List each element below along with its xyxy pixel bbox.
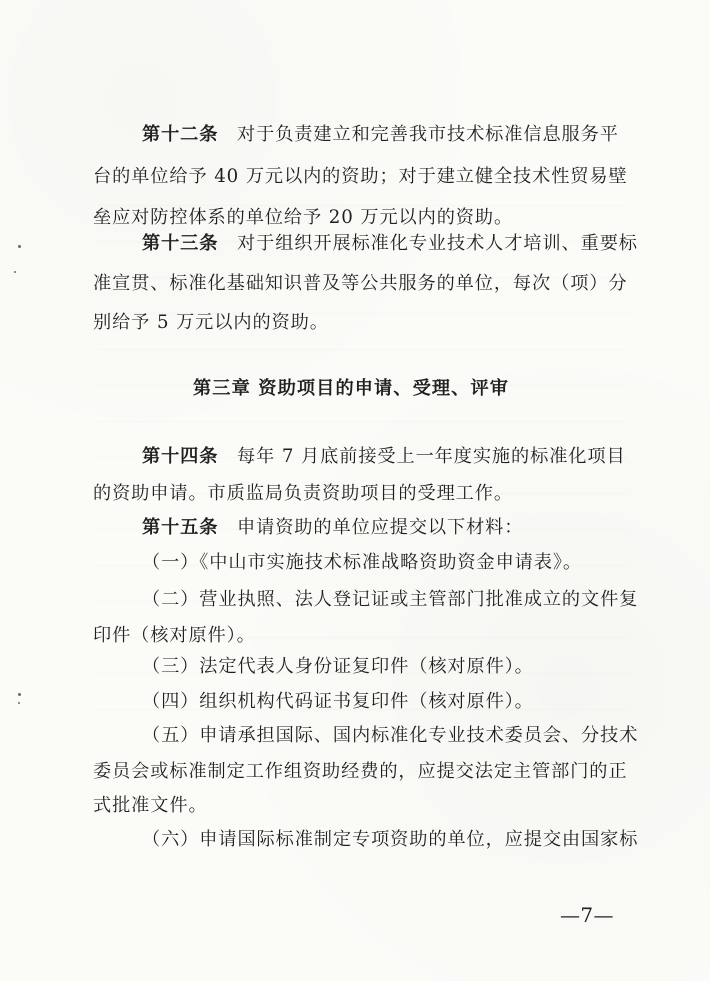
article-15-label: 第十五条 (142, 517, 219, 538)
chapter-3-title: 第三章 资助项目的申请、受理、评审 (193, 378, 510, 399)
scan-speck (14, 271, 16, 273)
article-15-item-5-line-1: （五）申请承担国际、国内标准化专业技术委员会、分技术 (142, 725, 639, 746)
article-13-line-3: 别给予 5 万元以内的资助。 (93, 312, 329, 333)
page-number: —7— (560, 903, 614, 927)
article-13-text: 对于组织开展标准化专业技术人才培训、重要标 (237, 233, 638, 254)
article-13-line-1 (142, 235, 638, 253)
article-12-text: 对于负责建立和完善我市技术标准信息服务平 (237, 124, 619, 145)
scan-speck (18, 693, 21, 696)
article-15-item-5-line-3: 式批准文件。 (93, 795, 208, 816)
article-15-item-5-line-2: 委员会或标准制定工作组资助经费的，应提交法定主管部门的正 (93, 761, 628, 782)
article-13-label: 第十三条 (142, 233, 219, 254)
article-15-item-2-line-2: 印件（核对原件）。 (93, 625, 256, 646)
article-15-item-2-line-1: （二）营业执照、法人登记证或主管部门批准成立的文件复 (142, 589, 639, 610)
article-15-item-4: （四）组织机构代码证书复印件（核对原件）。 (142, 691, 534, 712)
article-13-line-2: 准宣贯、标准化基础知识普及等公共服务的单位，每次（项）分 (93, 273, 628, 294)
article-15-item-3: （三）法定代表人身份证复印件（核对原件）。 (142, 656, 534, 677)
scan-speck (18, 702, 20, 704)
article-15-item-6: （六）申请国际标准制定专项资助的单位，应提交由国家标 (142, 829, 639, 850)
article-15-item-1: （一）《中山市实施技术标准战略资助资金申请表》。 (142, 552, 582, 573)
article-14-label: 第十四条 (142, 446, 219, 467)
article-15-line-1 (142, 519, 523, 537)
article-14-line-2: 的资助申请。市质监局负责资助项目的受理工作。 (93, 483, 513, 504)
scan-speck (18, 245, 21, 248)
article-12-line-3: 垒应对防控体系的单位给予 20 万元以内的资助。 (93, 207, 514, 228)
article-14-line-1 (142, 448, 626, 466)
article-12-label: 第十二条 (142, 124, 219, 145)
article-12-line-2: 台的单位给予 40 万元以内的资助；对于建立健全技术性贸易壁 (93, 166, 628, 187)
article-14-text: 每年 7 月底前接受上一年度实施的标准化项目 (237, 446, 626, 467)
article-15-text: 申请资助的单位应提交以下材料： (237, 517, 524, 538)
article-12-line-1 (142, 126, 619, 144)
